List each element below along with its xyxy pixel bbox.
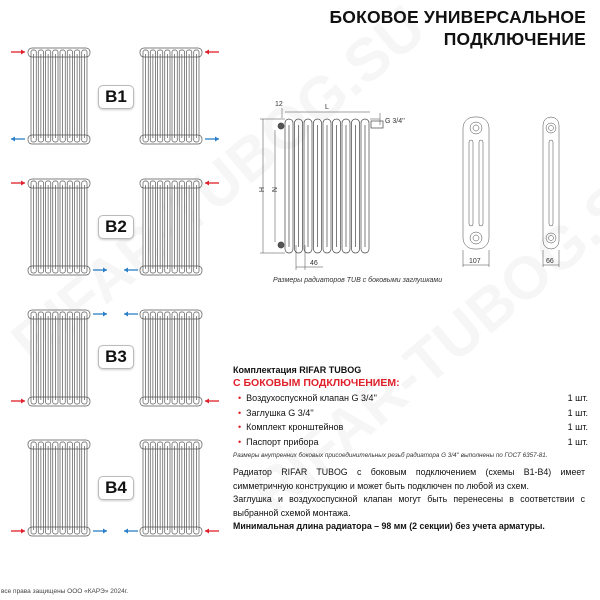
kit-item (233, 391, 588, 406)
kit-item-name: Паспорт прибора (246, 436, 319, 447)
kit-item-qty: 1 шт. (567, 407, 588, 418)
kit-item-name: Комплект кронштейнов (246, 422, 344, 432)
description-p2: Заглушка и воздухоспускной клапан могут быть перенесены в соответствии с выбранной схемой монтажа. (233, 494, 585, 518)
drawing-caption: Размеры радиаторов TUB с боковыми заглушками (273, 277, 443, 284)
kit-item-name: Воздухоспускной клапан G 3/4'' (246, 393, 377, 403)
supply-arrow-icon (205, 50, 219, 55)
scheme-label-b3: B3 (98, 345, 134, 369)
radiator-left (28, 179, 90, 275)
bullet-icon: • (238, 407, 242, 418)
return-arrow-icon (124, 312, 138, 317)
bullet-icon: • (238, 393, 242, 403)
radiator-right (140, 310, 202, 406)
description-p3: Минимальная длина радиатора – 98 мм (2 секции) без учета арматуры. (233, 521, 545, 531)
description (233, 466, 585, 534)
dim-46: 46 (310, 260, 318, 267)
copyright-footer: все права защищены ООО «КАРЭ» 2024г. (1, 588, 129, 595)
radiator-right (140, 440, 202, 536)
supply-arrow-icon (205, 529, 219, 534)
kit-item (233, 406, 588, 421)
kit-heading: Комплектация RIFAR TUBOG (233, 365, 362, 375)
dim-h: H (257, 187, 264, 193)
return-arrow-icon (124, 529, 138, 534)
radiator-left (28, 48, 90, 144)
supply-arrow-icon (205, 181, 219, 186)
supply-arrow-icon (11, 399, 25, 404)
title-line-1: БОКОВОЕ УНИВЕРСАЛЬНОЕ (329, 7, 586, 27)
return-arrow-icon (93, 268, 107, 273)
kit-item-qty: 1 шт. (567, 422, 588, 432)
kit-section (233, 365, 588, 459)
return-arrow-icon (93, 529, 107, 534)
radiator-right (140, 48, 202, 144)
kit-item-name: Заглушка G 3/4'' (246, 407, 314, 418)
kit-item (233, 435, 588, 450)
return-arrow-icon (11, 137, 25, 142)
dim-66: 66 (546, 258, 554, 265)
kit-item (233, 420, 588, 435)
scheme-label-b1: B1 (98, 85, 134, 109)
return-arrow-icon (93, 312, 107, 317)
kit-note: Размеры внутренних боковых присоединительных резьб радиатора G 3/4'' выполнены по ГОСТ 6357-81. (233, 452, 548, 459)
supply-arrow-icon (205, 399, 219, 404)
kit-subheading: С БОКОВЫМ ПОДКЛЮЧЕНИЕМ: (233, 377, 400, 389)
dimension-drawing (245, 95, 595, 275)
radiator-left (28, 310, 90, 406)
scheme-label-b2: B2 (98, 215, 134, 239)
description-p1: Радиатор RIFAR TUBOG с боковым подключением (схемы B1-B4) имеет симметричную конструкцию и может быть подключен по любой из схем. (233, 467, 585, 491)
scheme-label-b4: B4 (98, 476, 134, 500)
dim-107: 107 (469, 258, 481, 265)
return-arrow-icon (205, 137, 219, 142)
thread-label: G 3/4'' (385, 118, 405, 125)
title-line-2: ПОДКЛЮЧЕНИЕ (443, 29, 586, 49)
dim-12: 12 (275, 101, 283, 108)
kit-item-qty: 1 шт. (567, 436, 588, 447)
bullet-icon: • (238, 422, 242, 432)
radiator-right (140, 179, 202, 275)
supply-arrow-icon (11, 181, 25, 186)
page-title (329, 6, 586, 50)
bullet-icon: • (238, 436, 242, 447)
connection-schemes (0, 0, 230, 560)
return-arrow-icon (124, 268, 138, 273)
dim-l: L (325, 104, 329, 111)
supply-arrow-icon (11, 50, 25, 55)
supply-arrow-icon (11, 529, 25, 534)
kit-item-qty: 1 шт. (567, 393, 588, 403)
dim-n: N (270, 187, 277, 193)
radiator-left (28, 440, 90, 536)
